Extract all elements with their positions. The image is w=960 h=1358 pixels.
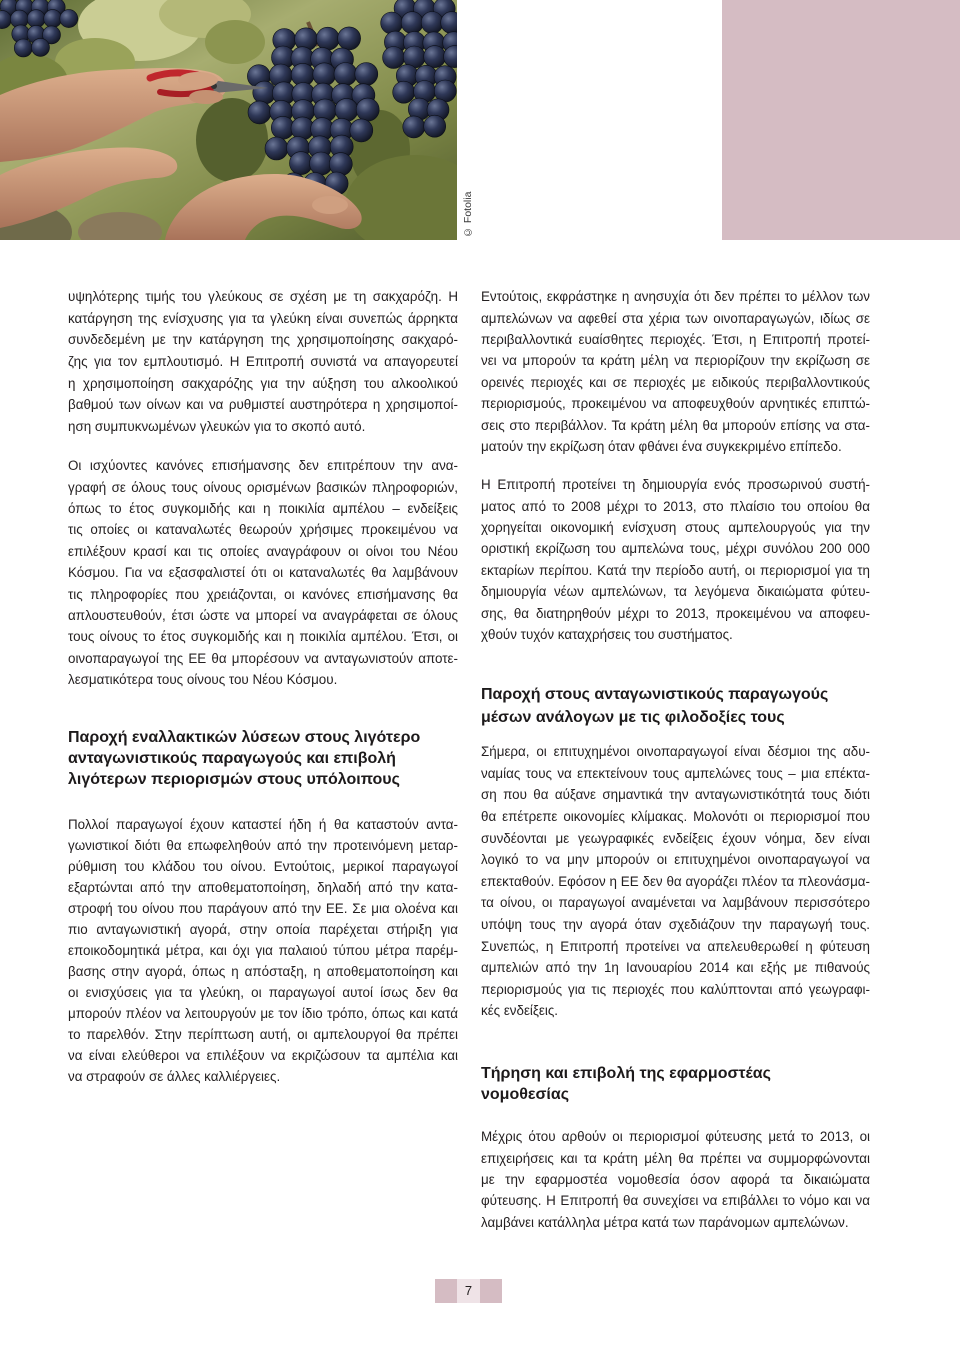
text-line: εποικοδομητικά μέτρα, και όχι για παλαιού τύπου μέτρα παρέμ- [68, 942, 458, 958]
thumb [312, 196, 348, 214]
text-line: λογικό το να μην μπορούν οι επιτυχημένοι οινοπαραγωγοί να [481, 852, 870, 868]
decorative-color-block [722, 0, 960, 240]
text-line: βαθμού των οίνων και να ρυθμιστεί αυστηρότερα η χρησιμοποί- [68, 397, 458, 413]
grape [383, 47, 405, 69]
grape [329, 153, 352, 176]
text-line: ζης για τον εμπλουτισμό. Η Επιτροπή συνιστά να απαγορευτεί [68, 353, 458, 369]
text-line: κές ενδείξεις. [481, 1003, 559, 1019]
text-line: Εντούτοις, εκφράστηκε η ανησυχία ότι δεν πρέπει το μέλλον των [481, 289, 870, 305]
text-line: περιβαλλοντικά ευαίσθητες περιοχές. Έτσι, η Επιτροπή προτεί- [481, 332, 870, 348]
grape [60, 10, 78, 28]
text-line: βασης στην αγορά, όπως η απόσταξη, η αποθεματοποίηση και [68, 963, 458, 979]
text-line: χθούν τυχόν καταχρήσεις του συστήματος. [481, 627, 733, 643]
grape [335, 98, 358, 121]
text-line: πιο ανταγωνιστική αγορά, στην οποία παρέχεται στήριξη για [68, 921, 458, 937]
text-line: αμπελιών από την 1η Ιανουαρίου 2014 και εξής με πιθανούς [481, 960, 870, 976]
left-paragraph-1 [68, 286, 458, 437]
text-line: νει να μπορούν τα κράτη μέλη να περιορίζουν την εκρίζωση σε [481, 353, 870, 369]
grape [424, 115, 446, 137]
grape [403, 116, 425, 138]
grape [334, 63, 357, 86]
text-line: ορεινές περιοχές και σε περιοχές με ειδικούς περιβαλλοντικούς [481, 374, 870, 390]
text-line: Πολλοί παραγωγοί έχουν καταστεί ήδη ή θα καταστούν αντα- [68, 816, 458, 832]
grape [356, 98, 379, 121]
section-heading-competitive-producers [481, 683, 870, 729]
heading-line: ανταγωνιστικούς παραγωγούς και επιβολή [68, 749, 396, 767]
text-line: ρύθμιση του κλάδου του οίνου. Εντούτοις, μερικοί παραγωγοί [68, 858, 458, 874]
text-line: υψηλότερης τιμής του γλεύκους σε σχέση με τη σακχαρόζη. Η [68, 289, 458, 305]
text-line: γραφή σε όλους τους οίνους ορισμένων βασικών πληροφοριών, [68, 479, 458, 495]
grape [32, 38, 50, 56]
text-line: Κόσμου. Για να εξασφαλιστεί ότι οι καταναλωτές θα λαμβάνουν [68, 565, 458, 581]
grape-harvest-photo [0, 0, 457, 240]
text-line: σης, θα διατηρηθούν μέχρι το 2013, προκειμένου να αποφευ- [481, 605, 870, 621]
page-number: 7 [457, 1279, 480, 1303]
text-line: το παρελθόν. Στην περίπτωση αυτή, οι αμπελουργοί θα πρέπει [68, 1026, 458, 1042]
grape [290, 152, 313, 175]
left-paragraph-2 [68, 455, 458, 690]
text-line: λαμβάνει κατάλληλα μέτρα κατά των παράνομων αμπελώνων. [481, 1214, 849, 1230]
text-line: γωνιστικοί διότι θα επωφεληθούν από την προτεινόμενη μεταρ- [68, 837, 458, 853]
grape [316, 27, 339, 50]
text-line: Συνεπώς, η Επιτροπή προτείνει να απελευθερωθεί η φύτευση [481, 938, 870, 954]
section-heading-alternatives [68, 727, 458, 790]
text-line: εκταρίων περίπου. Κατά την περίοδο αυτή, οι περιορισμοί για τη [481, 562, 870, 578]
text-line: κατάργηση της ενίσχυσης για τα γλεύκη είναι συνεπώς άρρηκτα [68, 310, 458, 326]
grape [27, 10, 45, 28]
text-line: Μέχρις ότου αρθούν οι περιορισμοί φύτευσης μετά το 2013, οι [481, 1129, 870, 1145]
text-line: να στραφούν σε άλλες καλλιέργειες. [68, 1068, 281, 1084]
text-line: σεις στο περιβάλλον. Τα κράτη μέλη θα μπορούν επίσης να στα- [481, 417, 870, 433]
text-line: οινοπαραγωγοί της ΕΕ θα μπορέσουν να ανταγωνιστούν αποτε- [68, 650, 458, 666]
text-line: θα επέτρεπε οικονομίες κλίμακας. Μολονότι οι περιορισμοί που [481, 808, 870, 824]
heading-line: Παροχή εναλλακτικών λύσεων στους λιγότερο [68, 728, 421, 746]
text-line: Η Επιτροπή προτείνει τη δημιουργία ενός προσωρινού συστή- [481, 477, 870, 493]
page-number-box [435, 1279, 502, 1303]
text-line: να είναι ελεύθεροι να επιλέξουν να εκριζώσουν τα αμπέλια και [68, 1047, 458, 1063]
section-heading-enforcement [481, 1063, 870, 1105]
text-line: Σήμερα, οι επιτυχημένοι οινοπαραγωγοί είναι δέσμιοι της αδυ- [481, 744, 870, 760]
finger [178, 72, 218, 88]
grape [14, 39, 32, 57]
photo-credit: © Fotolia [462, 191, 474, 238]
text-line: περιορισμούς για τις περιοχές που καλύπτονται από γεωγραφι- [481, 981, 870, 997]
text-line: οι ενισχύσεις για τα γλεύκη, οι παραγωγοί αυτοί ίσως δεν θα [68, 984, 458, 1000]
heading-line: νομοθεσίας [481, 1085, 570, 1103]
grape [44, 10, 62, 28]
text-line: τις πληροφορίες που χρειάζονται, οι κανόνες επισήμανσης θα [68, 586, 458, 602]
text-line: δημιουργία νέων αμπελώνων, τα λεγόμενα δικαιώματα φύτευ- [481, 584, 870, 600]
text-line: τους οίνους το έτος συγκομιδής και η ποικιλία αμπέλου. Έτσι, οι [68, 629, 458, 645]
right-paragraph-3 [481, 741, 870, 1022]
text-line: ηση συμπυκνωμένων γλευκών για το σκοπό αυτό. [68, 418, 366, 434]
right-paragraph-4 [481, 1126, 870, 1232]
text-line: φύτευσης. Η Επιτροπή θα συνεχίσει να επιβάλλει το νόμο και να [481, 1193, 870, 1209]
text-line: υπόψη τους την αγορά όταν σχεδιάζουν την παραγωγή τους. [481, 916, 870, 932]
text-line: ναμίας τους να επεκτείνουν τους αμπελώνες τους – μια επέκτα- [481, 765, 870, 781]
finger [189, 90, 223, 104]
text-line: στροφή του οίνου που παράγουν από την ΕΕ. Σε μια ολοένα και [68, 900, 458, 916]
text-line: λεσματικότερα τους οίνους του Νέου Κόσμου. [68, 672, 338, 688]
heading-line: μέσων ανάλογων με τις φιλοδοξίες τους [481, 708, 785, 726]
text-line: εξαρτώνται από την αποθεματοποίηση, δηλαδή από την κατα- [68, 879, 458, 895]
heading-line: λιγότερων περιορισμών στους υπόλοιπους [68, 770, 400, 788]
text-line: η χρησιμοποίηση σακχαρόζης για την αύξηση του αλκοολικού [68, 375, 458, 391]
text-line: με την εφαρμοστέα νομοθεσία όσον αφορά τα δικαιώματα [481, 1171, 870, 1187]
text-line: επιλέξουν κρασί και τις οποίες αναγράφουν οι οίνοι του Νέου [68, 543, 458, 559]
text-line: απλουστευθούν, έτσι ώστε να μπορεί να αναγράφεται σε όλους [68, 608, 458, 624]
grape [248, 101, 271, 124]
right-paragraph-2 [481, 474, 870, 645]
grape [350, 119, 373, 142]
text-line: ση που θα αύξανε σημαντικά την ανταγωνιστικότητά τους διότι [481, 787, 870, 803]
text-line: μπορούν πλέον να λειτουργούν με τον ίδιο τρόπο, όπως και κατά [68, 1005, 458, 1021]
text-line: οριστική εκρίζωση του αμπελώνα τους, μέχρι συνόλου 200 000 [481, 541, 870, 557]
text-line: τα οίνου, οι παραγωγοί αναμένεται να λαμβάνουν περισσότερο [481, 895, 870, 911]
text-line: συνδεδεμένη με την κατάργηση της χρησιμοποίησης σακχαρό- [68, 332, 458, 348]
text-line: ματούν την εκρίζωση όταν φθάνει ένα συγκεκριμένο επίπεδο. [481, 439, 842, 455]
grape [393, 81, 415, 103]
text-line: χορηγείται οικονομική ενίσχυση στους αμπελουργούς για την [481, 520, 870, 536]
heading-line: Τήρηση και επιβολή της εφαρμοστέας [481, 1064, 771, 1082]
grape [424, 46, 446, 68]
text-line: επεκταθούν. Εφόσον η ΕΕ δεν θα αγοράζει πλέον τα πλεονάσμα- [481, 873, 870, 889]
grape [313, 63, 336, 86]
right-paragraph-1 [481, 286, 870, 457]
text-line: συνδέονται με γεωγραφικές ενδείξεις έχουν νόημα, δεν είναι [481, 830, 870, 846]
heading-line: Παροχή στους ανταγωνιστικούς παραγωγούς [481, 685, 829, 703]
text-line: όπως το έτος συγκομιδής και η ποικιλία αμπέλου – ενδείξεις [68, 501, 458, 517]
left-paragraph-3 [68, 814, 458, 1087]
text-line: ματος από το 2008 μέχρι το 2013, στο πλαίσιο του οποίου θα [481, 498, 870, 514]
grape [265, 137, 288, 160]
vine-leaf [205, 20, 265, 64]
text-line: επιχειρήσεις και τα κράτη μέλη θα πρέπει να συμμορφώνονται [481, 1150, 870, 1166]
grape [401, 12, 423, 34]
grape [355, 63, 378, 86]
grape [338, 27, 361, 50]
text-line: περιορισμούς, προκειμένου να αποφευχθούν αρνητικές επιπτώ- [481, 396, 870, 412]
text-line: αμπελώνων να αφεθεί στα χέρια των οινοπαραγωγών, ιδίως σε [481, 310, 870, 326]
grape [421, 12, 443, 34]
text-line: Οι ισχύοντες κανόνες επισήμανσης δεν επιτρέπουν την ανα- [68, 458, 458, 474]
text-line: τις οποίες οι καταναλωτές θεωρούν χρήσιμες προκειμένου να [68, 522, 458, 538]
grape [381, 12, 403, 34]
